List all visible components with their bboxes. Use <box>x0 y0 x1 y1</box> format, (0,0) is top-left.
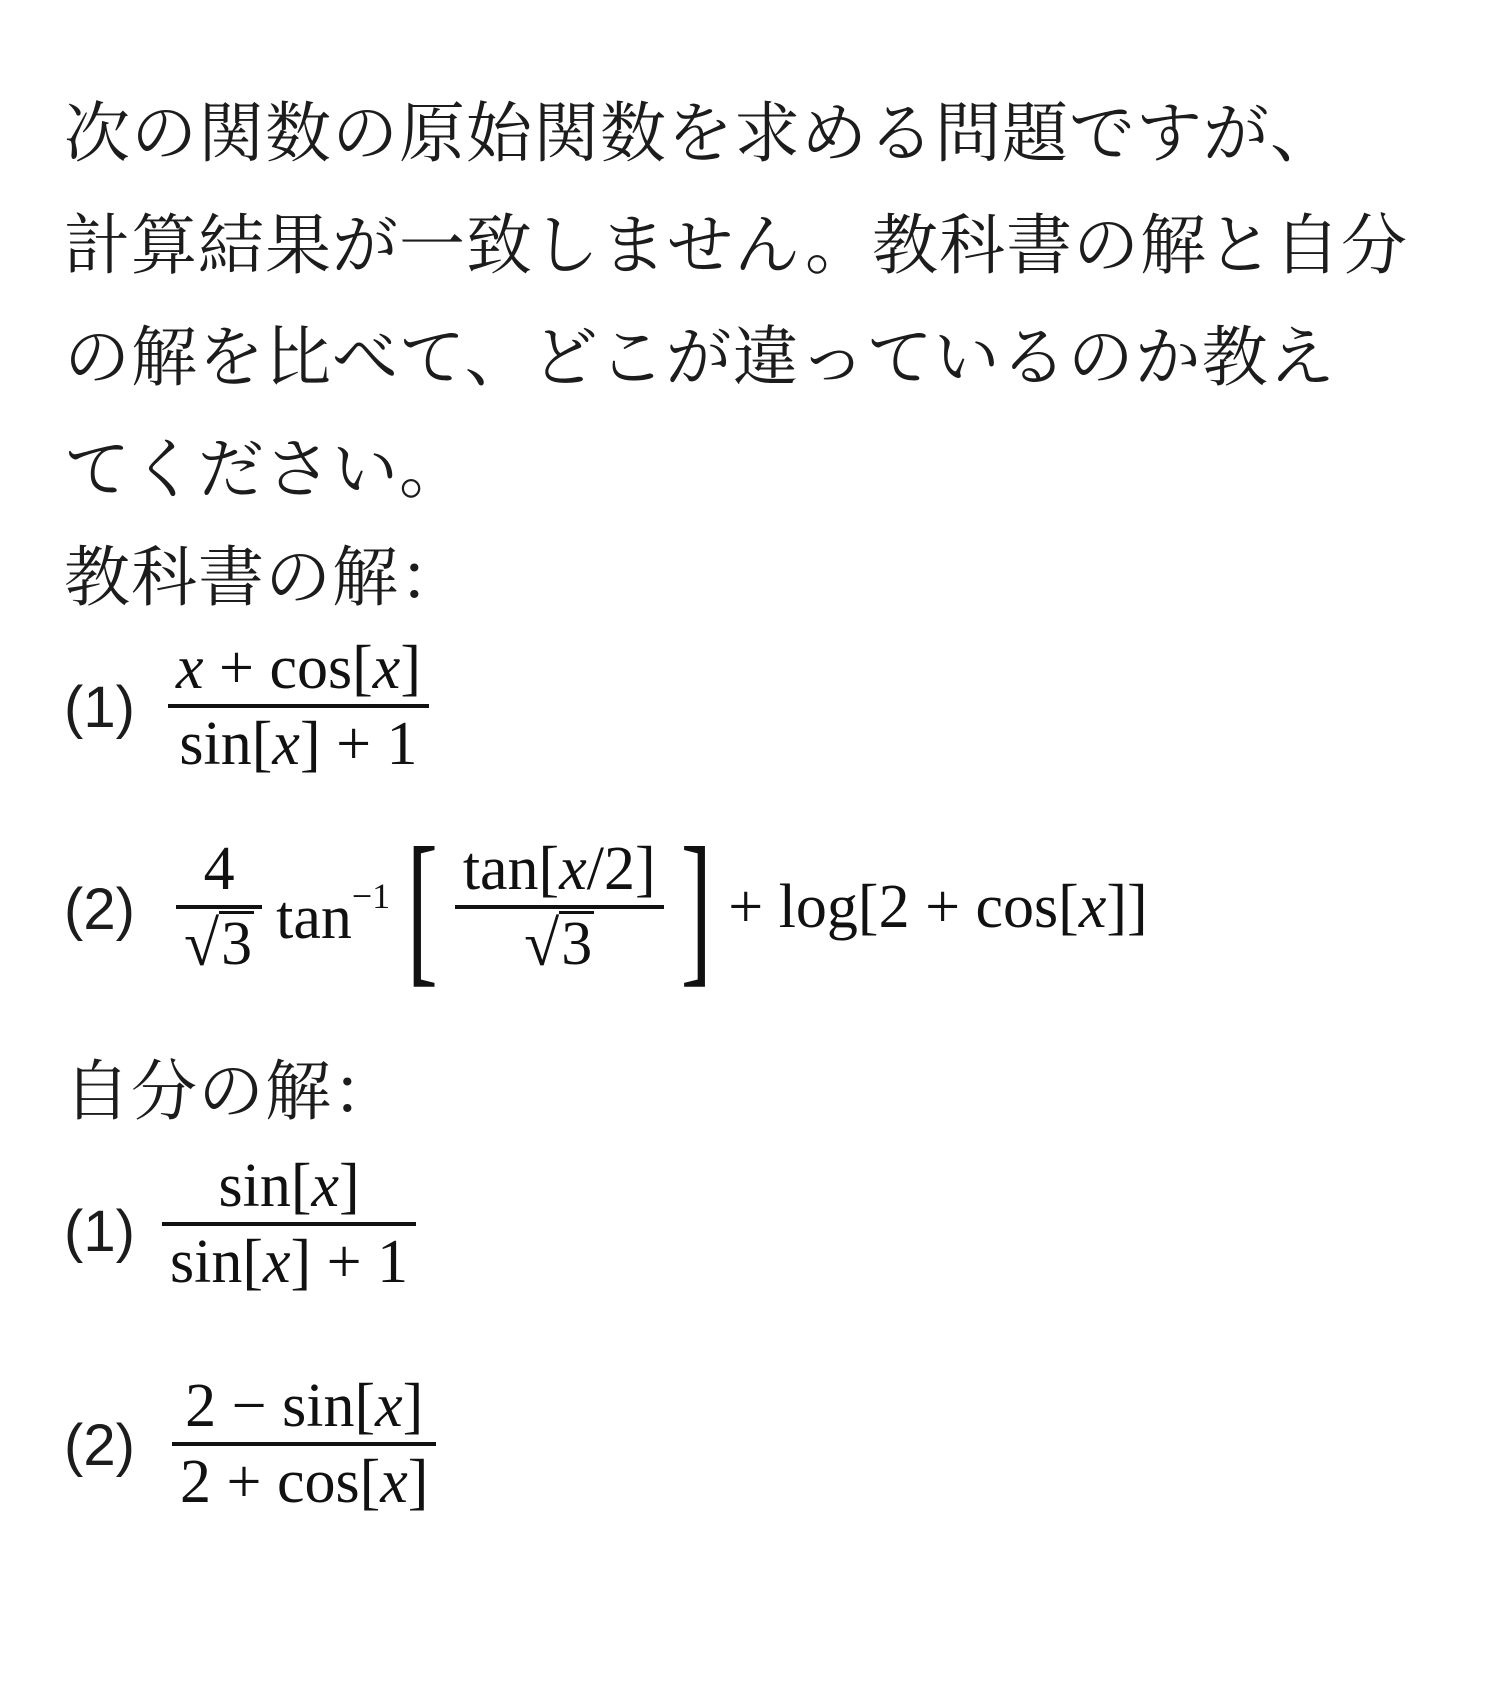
numerator: 4 <box>203 835 235 903</box>
coefficient-fraction <box>176 833 262 981</box>
inner-fraction <box>455 833 664 981</box>
math-text: ]] <box>1106 873 1148 941</box>
numerator <box>210 1150 367 1222</box>
denominator <box>171 708 425 780</box>
math-text: + log[2 + cos[ <box>728 873 1079 941</box>
radicand: 3 <box>221 910 253 978</box>
math-text: tan[ <box>462 835 560 903</box>
var-x: x <box>375 1372 403 1440</box>
numerator <box>177 1370 431 1442</box>
arctan-func <box>276 860 390 954</box>
mine-item1-formula <box>162 1150 416 1298</box>
func-name: tan <box>276 884 352 952</box>
question-line: 次の関数の原始関数を求める問題ですが、 <box>64 95 1337 172</box>
math-text: ] + 1 <box>290 1228 409 1296</box>
textbook-item2-formula <box>176 813 1148 1001</box>
textbook-item1-label: (1) <box>64 675 135 740</box>
question-paragraph <box>64 78 1444 526</box>
var-x: x <box>1078 873 1107 941</box>
sqrt-symbol: √ <box>524 908 560 979</box>
right-bracket: ] <box>680 813 712 1001</box>
math-text: ] + 1 <box>299 710 418 778</box>
left-bracket: [ <box>406 813 439 1001</box>
denominator <box>162 1226 416 1298</box>
numerator <box>168 632 429 704</box>
math-text: sin[ <box>218 1152 312 1220</box>
exponent: −1 <box>351 876 391 916</box>
fraction <box>168 632 429 780</box>
var-x: x <box>176 634 204 702</box>
numerator <box>455 833 664 905</box>
var-x: x <box>311 1152 340 1220</box>
fraction <box>162 1150 416 1298</box>
sqrt <box>184 908 254 979</box>
math-text: ] <box>407 1448 429 1516</box>
var-x: x <box>372 634 401 702</box>
question-line: の解を比べて、どこが違っているのか教え <box>64 319 1336 396</box>
denominator <box>172 1446 436 1518</box>
textbook-item2-label: (2) <box>64 877 135 942</box>
textbook-item1-formula <box>168 632 429 780</box>
var-x: x <box>272 710 300 778</box>
mine-item2-formula <box>172 1370 436 1518</box>
mine-heading: 自分の解： <box>64 1053 399 1130</box>
math-text: 2 − sin[ <box>185 1372 376 1440</box>
math-text: + cos[ <box>203 634 373 702</box>
math-text: ] <box>339 1152 360 1220</box>
question-line: てください。 <box>64 431 466 508</box>
log-term <box>728 871 1147 943</box>
math-text: /2] <box>586 835 656 903</box>
var-x: x <box>263 1228 291 1296</box>
mine-item1-label: (1) <box>64 1199 135 1264</box>
denominator <box>176 909 262 981</box>
mine-item2-label: (2) <box>64 1413 135 1478</box>
math-text: ] <box>402 1372 424 1440</box>
math-text: 2 + cos[ <box>180 1448 381 1516</box>
math-text: sin[ <box>179 710 273 778</box>
radicand: 3 <box>561 910 593 978</box>
var-x: x <box>559 835 587 903</box>
question-line: 計算結果が一致しません。教科書の解と自分 <box>64 207 1408 284</box>
sqrt <box>524 908 594 979</box>
math-text: ] <box>400 634 421 702</box>
textbook-heading: 教科書の解： <box>64 539 466 616</box>
fraction <box>172 1370 436 1518</box>
sqrt-symbol: √ <box>184 908 220 979</box>
var-x: x <box>380 1448 408 1516</box>
denominator <box>516 909 602 981</box>
math-text: sin[ <box>170 1228 263 1296</box>
